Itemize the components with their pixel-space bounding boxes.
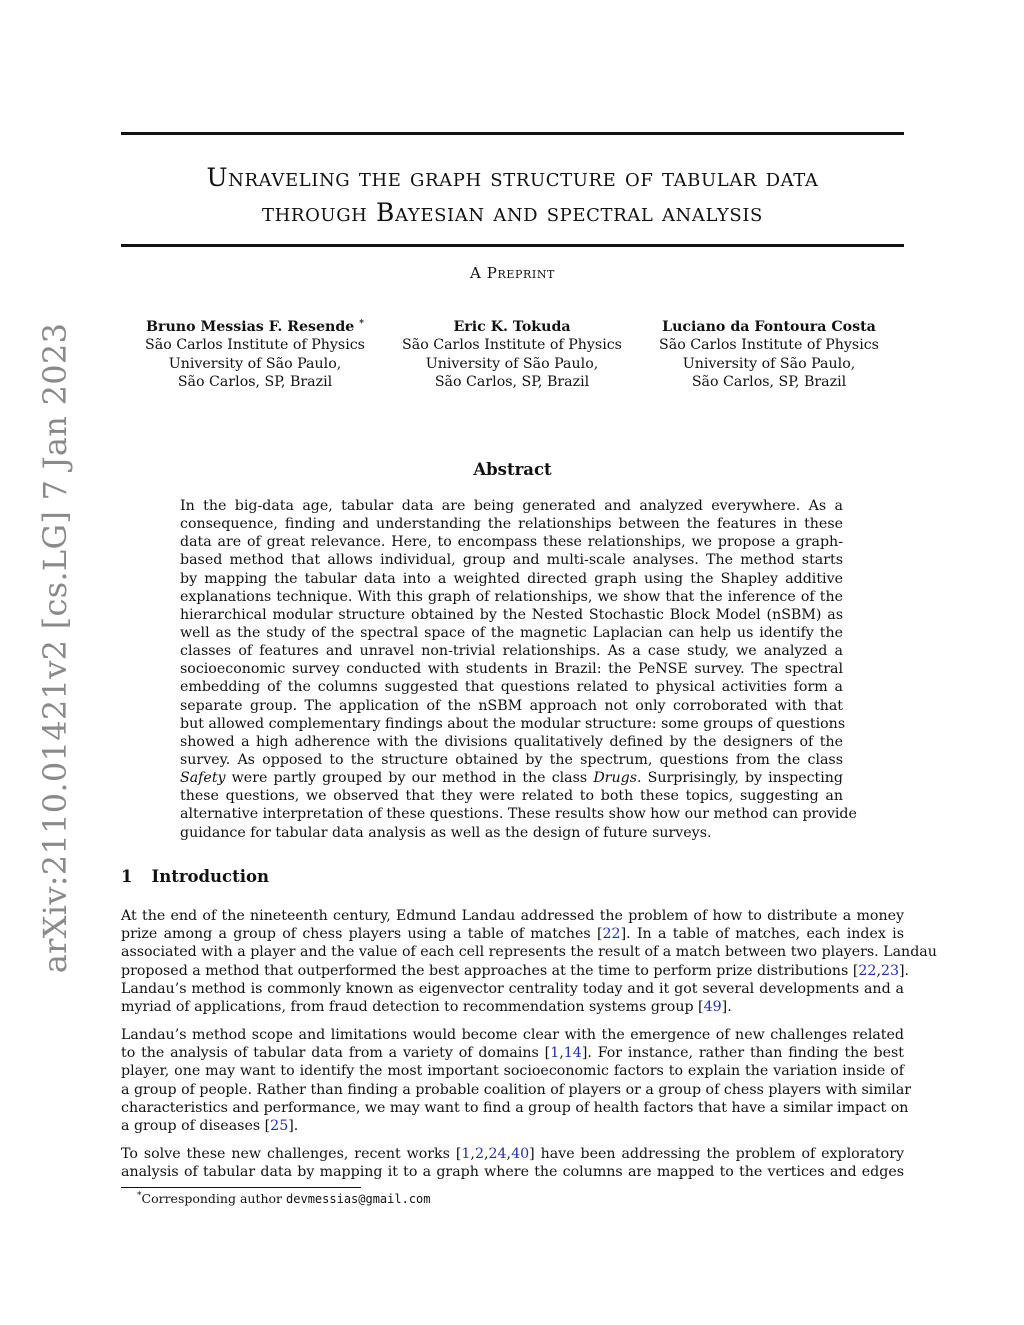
abstract-line: well as the study of the spectral space of the magnetic Laplacian can help us identify the	[180, 624, 843, 641]
author-block-3	[644, 318, 894, 391]
text-line: At the end of the nineteenth century, Edmund Landau addressed the problem of how to distribute a money	[121, 908, 904, 924]
section-title: Introduction	[151, 867, 269, 886]
author-block-1	[130, 318, 380, 391]
abstract-line: In the big-data age, tabular data are being generated and analyzed everywhere. As a	[180, 498, 843, 514]
footnote-mark: *	[359, 319, 364, 329]
class-safety: Safety	[180, 770, 226, 787]
text-line: characteristics and performance, we may want to find a group of health factors that have a similar impact on	[121, 1099, 909, 1116]
citation-link[interactable]: 23	[880, 962, 900, 979]
section-heading-introduction	[121, 867, 269, 886]
abstract-line: survey. As opposed to the structure obtained by the spectrum, questions from the class	[180, 751, 843, 768]
abstract-line: socioeconomic survey conducted with students in Brazil: the PeNSE survey. The spectral	[180, 661, 843, 678]
abstract-heading: Abstract	[473, 460, 552, 479]
footnote-rule	[121, 1187, 361, 1188]
text-line: a group of diseases [25].	[121, 1117, 299, 1134]
footnote	[137, 1191, 431, 1206]
abstract-line: data are of great relevance. Here, to encompass these relationships, we propose a graph-	[180, 534, 843, 551]
citation-link[interactable]: 22	[602, 926, 621, 943]
text-line: proposed a method that outperformed the best approaches at the time to perform prize distributions [22,23].	[121, 962, 910, 979]
text-line: myriad of applications, from fraud detection to recommendation systems group [49].	[121, 998, 732, 1015]
author-city: São Carlos, SP, Brazil	[434, 373, 590, 390]
intro-paragraph-3	[121, 1145, 904, 1181]
author-institute: São Carlos Institute of Physics	[145, 337, 365, 354]
abstract-line: consequence, finding and understanding the relationships between the features in these	[180, 516, 843, 533]
preprint-label: A Preprint	[470, 264, 555, 282]
abstract-line: guidance for tabular data analysis as well as the design of future surveys.	[180, 824, 712, 841]
text-line: prize among a group of chess players using a table of matches [22]. In a table of matches, each index is	[121, 926, 904, 943]
citation-link[interactable]: 22	[858, 962, 877, 979]
author-university: University of São Paulo,	[168, 355, 342, 372]
abstract-line: alternative interpretation of these questions. These results show how our method can provide	[180, 806, 857, 823]
citation-link[interactable]: 14	[563, 1045, 582, 1062]
author-institute: São Carlos Institute of Physics	[402, 337, 622, 354]
text-line: player, one may want to identify the most important socioeconomic factors to explain the variation inside of	[121, 1063, 904, 1080]
title-rule-top	[121, 132, 904, 135]
author-email[interactable]: devmessias@gmail.com	[286, 1192, 431, 1206]
author-name: Luciano da Fontoura Costa	[662, 319, 876, 335]
citation-link[interactable]: 1	[461, 1146, 471, 1162]
paper-title-line-1: Unraveling the graph structure of tabular data	[206, 163, 819, 192]
intro-paragraph-1	[121, 907, 937, 1016]
abstract-line: hierarchical modular structure obtained by the Nested Stochastic Block Model (nSBM) as	[180, 606, 843, 623]
footnote-mark: *	[137, 1191, 142, 1201]
author-city: São Carlos, SP, Brazil	[691, 373, 847, 390]
citation-link[interactable]: 24	[488, 1146, 507, 1162]
abstract-line: embedding of the columns suggested that questions related to physical activities form a	[180, 679, 843, 696]
text-line: to the analysis of tabular data from a variety of domains [1,14]. For instance, rather than finding the best	[121, 1045, 905, 1062]
author-name: Eric K. Tokuda	[453, 319, 571, 335]
citation-link[interactable]: 1	[550, 1045, 560, 1062]
intro-paragraph-2	[121, 1026, 912, 1135]
arxiv-stamp: arXiv:2110.01421v2 [cs.LG] 7 Jan 2023	[36, 322, 74, 974]
text-line: Landau’s method is commonly known as eigenvector centrality today and it got several developments and a	[121, 980, 904, 997]
abstract-line: Safety were partly grouped by our method in the class Drugs. Surprisingly, by inspecting	[180, 770, 844, 787]
citation-link[interactable]: 49	[703, 998, 722, 1015]
author-institute: São Carlos Institute of Physics	[659, 337, 879, 354]
author-university: University of São Paulo,	[682, 355, 856, 372]
footnote-text: Corresponding author	[141, 1191, 287, 1206]
class-drugs: Drugs	[593, 770, 637, 787]
abstract-body	[180, 497, 857, 842]
paper-title-line-2: through Bayesian and spectral analysis	[262, 198, 763, 227]
text-line: associated with a player and the value of each cell represents the result of a match between two players. Landau	[121, 944, 937, 961]
abstract-line: classes of features and unravel non-trivial relationships. As a case study, we analyzed a	[180, 643, 843, 660]
abstract-line: showed a high adherence with the divisions qualitatively defined by the designers of the	[180, 733, 843, 750]
abstract-line: separate group. The application of the nSBM approach not only corroborated with that	[180, 697, 843, 714]
title-rule-bottom	[121, 244, 904, 247]
text-line: a group of people. Rather than finding a probable coalition of players or a group of chess players with similar	[121, 1081, 912, 1098]
abstract-line: but allowed complementary findings about the modular structure: some groups of questions	[180, 715, 846, 732]
text-line: Landau’s method scope and limitations would become clear with the emergence of new challenges related	[121, 1027, 904, 1043]
abstract-line: based method that allows individual, group and multi-scale analyses. The method starts	[180, 552, 843, 569]
abstract-line: by mapping the tabular data into a weighted directed graph using the Shapley additive	[180, 570, 843, 587]
author-block-2	[387, 318, 637, 391]
author-name: Bruno Messias F. Resende *	[145, 319, 364, 335]
text-line: To solve these new challenges, recent works [1,2,24,40] have been addressing the problem of exploratory	[121, 1146, 904, 1162]
author-city: São Carlos, SP, Brazil	[177, 373, 333, 390]
citation-link[interactable]: 40	[511, 1146, 530, 1162]
author-university: University of São Paulo,	[425, 355, 599, 372]
text-line: analysis of tabular data by mapping it to a graph where the columns are mapped to the vertices and edges	[121, 1164, 904, 1181]
section-number: 1	[121, 867, 133, 886]
citation-link[interactable]: 2	[474, 1146, 484, 1162]
abstract-line: these questions, we observed that they were related to both these topics, suggesting an	[180, 788, 843, 805]
abstract-line: explanations technique. With this graph of relationships, we show that the inference of the	[180, 588, 843, 605]
citation-link[interactable]: 25	[270, 1117, 289, 1134]
